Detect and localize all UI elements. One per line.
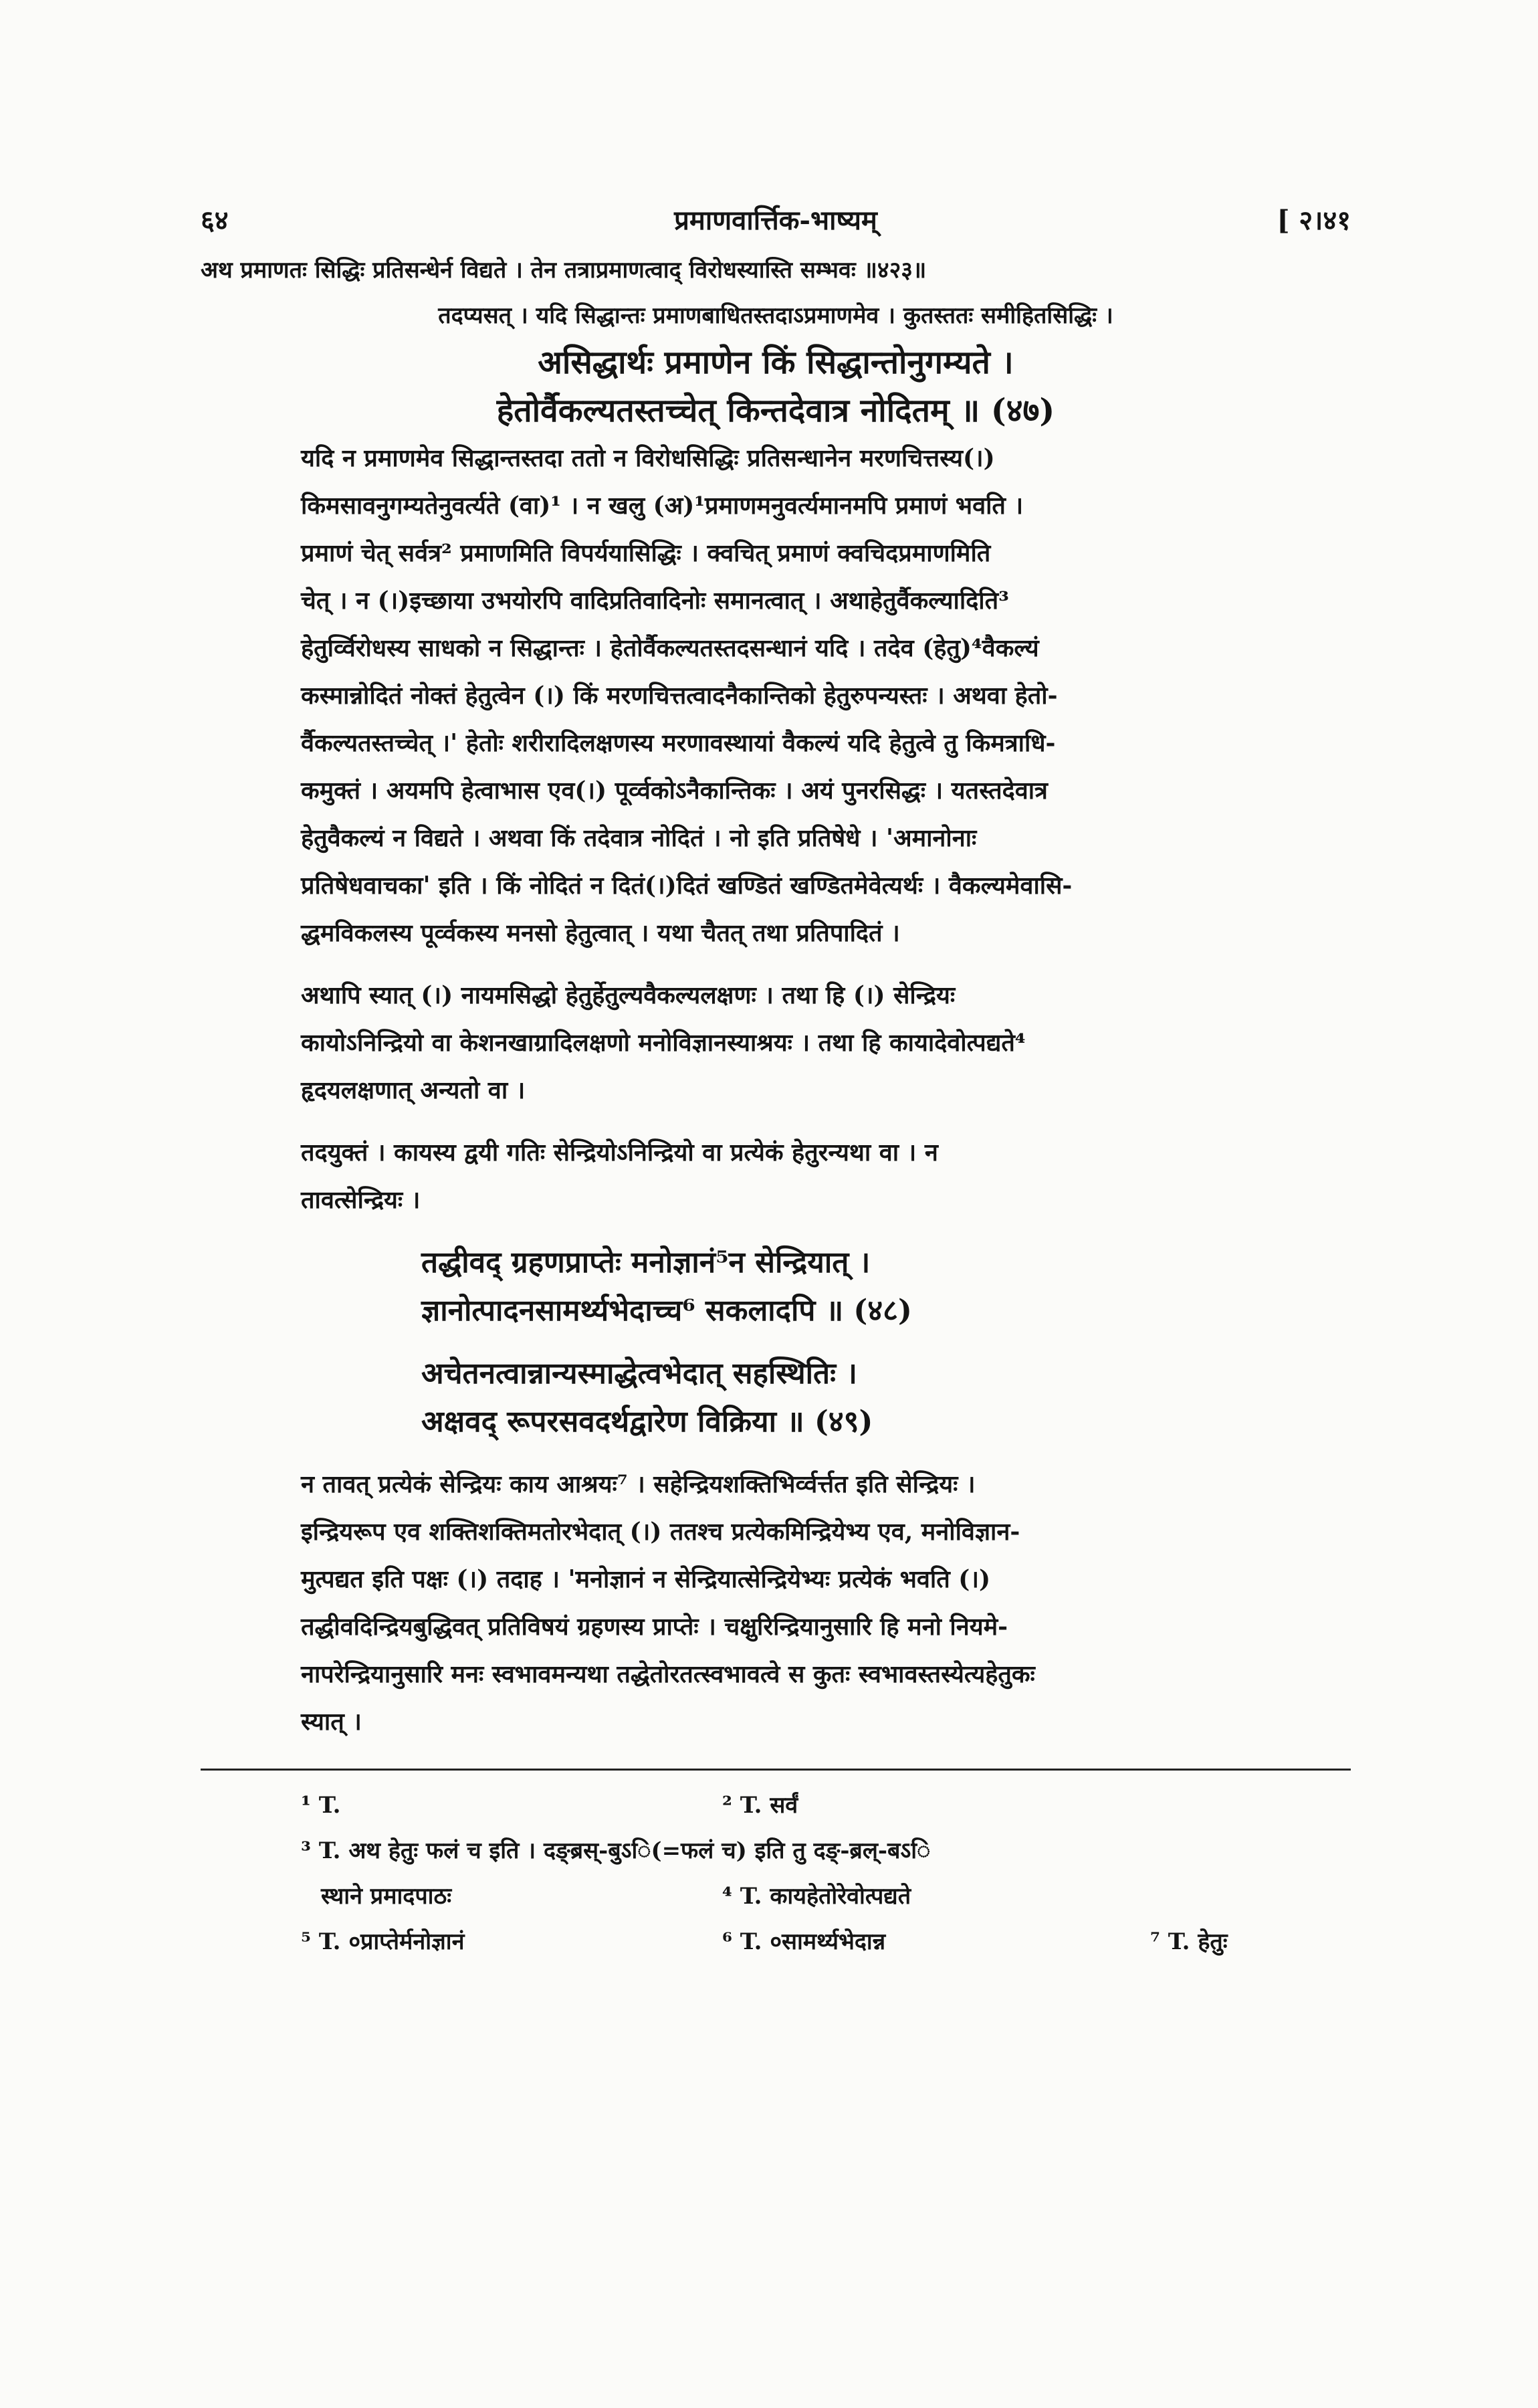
text-line: यदि न प्रमाणमेव सिद्धान्तस्तदा ततो न विरोधसिद्धिः प्रतिसन्धानेन मरणचित्तस्य(।) [301, 444, 995, 472]
verse-reference: [ २।४१ [1277, 205, 1351, 236]
text-line: मुत्पद्यत इति पक्षः (।) तदाह । 'मनोज्ञानं न सेन्द्रियात्सेन्द्रियेभ्यः प्रत्येकं भवति (।) [301, 1565, 991, 1593]
page-header [201, 201, 1351, 247]
verse-line: अक्षवद् रूपरसवदर्थद्वारेण विक्रिया ॥ (४९) [421, 1405, 873, 1439]
text-line: नापरेन्द्रियानुसारि मनः स्वभावमन्यथा तद्धेतोरतत्स्वभावत्वे स कुतः स्वभावस्तस्येत्यहेतुकः [301, 1660, 1035, 1688]
footnote-divider [201, 1769, 1351, 1771]
footnote: स्थाने प्रमादपाठः [321, 1883, 452, 1910]
commentary-paragraph [201, 972, 1351, 1114]
verse-line: अचेतनत्वान्नान्यस्माद्धेत्वभेदात् सहस्थितिः । [421, 1357, 857, 1391]
verse-48 [421, 1239, 1351, 1335]
text-line: कस्मान्नोदितं नोक्तं हेतुत्वेन (।) किं मरणचित्तत्वादनैकान्तिको हेतुरुपन्यस्तः । अथवा हेतो- [301, 682, 1058, 710]
text-line: हेतुर्व्विरोधस्य साधको न सिद्धान्तः । हेतोर्वैकल्यतस्तदसन्धानं यदि । तदेव (हेतु)⁴वैकल्यं [301, 634, 1039, 662]
text-line: तद्धीवदिन्द्रियबुद्धिवत् प्रतिविषयं ग्रहणस्य प्राप्तेः । चक्षुरिन्द्रियानुसारि हि मनो नियमे- [301, 1613, 1008, 1641]
footnote: ⁷ T. हेतुः [1150, 1928, 1228, 1955]
footnote: ³ T. अथ हेतुः फलं च इति । दङ्ब्रस्-बुऽि(=फलं च) इति तु दङ्-ब्रल्-बऽि [301, 1837, 931, 1864]
text-line: कमुक्तं । अयमपि हेत्वाभास एव(।) पूर्व्वकोऽनैकान्तिकः । अयं पुनरसिद्धः । यतस्तदेवात्र [301, 777, 1048, 805]
text-line: तावत्सेन्द्रियः । [301, 1186, 421, 1214]
text-line: द्धमविकलस्य पूर्व्वकस्य मनसो हेतुत्वात् । यथा चैतत् तथा प्रतिपादितं । [301, 919, 900, 947]
footnote: ⁶ T. ०सामर्थ्यभेदान्न [722, 1928, 886, 1955]
commentary-paragraph [201, 435, 1351, 957]
intro-line-2: तदप्यसत् । यदि सिद्धान्तः प्रमाणबाधितस्तदाऽप्रमाणमेव । कुतस्ततः समीहितसिद्धिः । [438, 302, 1113, 329]
footnote: ² T. सर्वं [722, 1792, 798, 1819]
footnote: ⁴ T. कायहेतोरेवोत्पद्यते [722, 1883, 911, 1910]
footnotes [201, 1783, 1351, 1965]
book-page [201, 201, 1351, 1965]
text-line: तदयुक्तं । कायस्य द्वयी गतिः सेन्द्रियोऽनिन्द्रियो वा प्रत्येकं हेतुरन्यथा वा । न [301, 1138, 938, 1167]
verse-line: ज्ञानोत्पादनसामर्थ्यभेदाच्च⁶ सकलादपि ॥ (४८) [421, 1294, 912, 1328]
running-title: प्रमाणवार्त्तिक-भाष्यम् [674, 205, 877, 236]
footnote: ¹ T. [301, 1792, 341, 1819]
page-number: ६४ [201, 205, 229, 236]
text-line: न तावत् प्रत्येकं सेन्द्रियः काय आश्रयः⁷ । सहेन्द्रियशक्तिभिर्व्वर्त्तत इति सेन्द्रियः । [301, 1470, 976, 1498]
text-line: हेतुवैकल्यं न विद्यते । अथवा किं तदेवात्र नोदितं । नो इति प्रतिषेधे । 'अमानोनाः [301, 824, 977, 852]
text-line: र्वैकल्यतस्तच्चेत् ।' हेतोः शरीरादिलक्षणस्य मरणावस्थायां वैकल्यं यदि हेतुत्वे तु किमत्राधि- [301, 729, 1056, 757]
text-line: हृदयलक्षणात् अन्यतो वा । [301, 1076, 526, 1104]
text-line: प्रमाणं चेत् सर्वत्र² प्रमाणमिति विपर्ययासिद्धिः । क्वचित् प्रमाणं क्वचिदप्रमाणमिति [301, 539, 991, 567]
text-line: प्रतिषेधवाचका' इति । किं नोदितं न दितं(।)दितं खण्डितं खण्डितमेवेत्यर्थः । वैकल्यमेवासि- [301, 872, 1073, 900]
text-line: कायोऽनिन्द्रियो वा केशनखाग्रादिलक्षणो मनोविज्ञानस्याश्रयः । तथा हि कायादेवोत्पद्यते⁴ [301, 1029, 1026, 1057]
text-line: अथापि स्यात् (।) नायमसिद्धो हेतुर्हेतुल्यवैकल्यलक्षणः । तथा हि (।) सेन्द्रियः [301, 981, 956, 1009]
text-line: इन्द्रियरूप एव शक्तिशक्तिमतोरभेदात् (।) ततश्च प्रत्येकमिन्द्रियेभ्य एव, मनोविज्ञान- [301, 1518, 1020, 1546]
commentary-paragraph [201, 1461, 1351, 1746]
verse-line: हेतोर्वैकल्यतस्तच्चेत् किन्तदेवात्र नोदितम् ॥ (४७) [496, 392, 1055, 429]
verse-49 [421, 1350, 1351, 1446]
commentary-paragraph [201, 1129, 1351, 1224]
footnote: ⁵ T. ०प्राप्तेर्मनोज्ञानं [301, 1928, 465, 1955]
intro-line: अथ प्रमाणतः सिद्धिः प्रतिसन्धेर्न विद्यते । तेन तत्राप्रमाणत्वाद् विरोधस्यास्ति सम्भवः ॥४२३॥ [201, 257, 927, 284]
text-line: किमसावनुगम्यतेनुवर्त्यते (वा)¹ । न खलु (अ)¹प्रमाणमनुवर्त्यमानमपि प्रमाणं भवति । [301, 492, 1024, 520]
verse-47 [201, 338, 1351, 435]
text-line: स्यात् । [301, 1708, 362, 1736]
verse-line: तद्धीवद् ग्रहणप्राप्तेः मनोज्ञानं⁵न सेन्द्रियात् । [421, 1245, 871, 1280]
text-line: चेत् । न (।)इच्छाया उभयोरपि वादिप्रतिवादिनोः समानत्वात् । अथाहेतुर्वैकल्यादिति³ [301, 587, 1009, 615]
verse-line: असिद्धार्थः प्रमाणेन किं सिद्धान्तोनुगम्यते । [538, 344, 1014, 381]
